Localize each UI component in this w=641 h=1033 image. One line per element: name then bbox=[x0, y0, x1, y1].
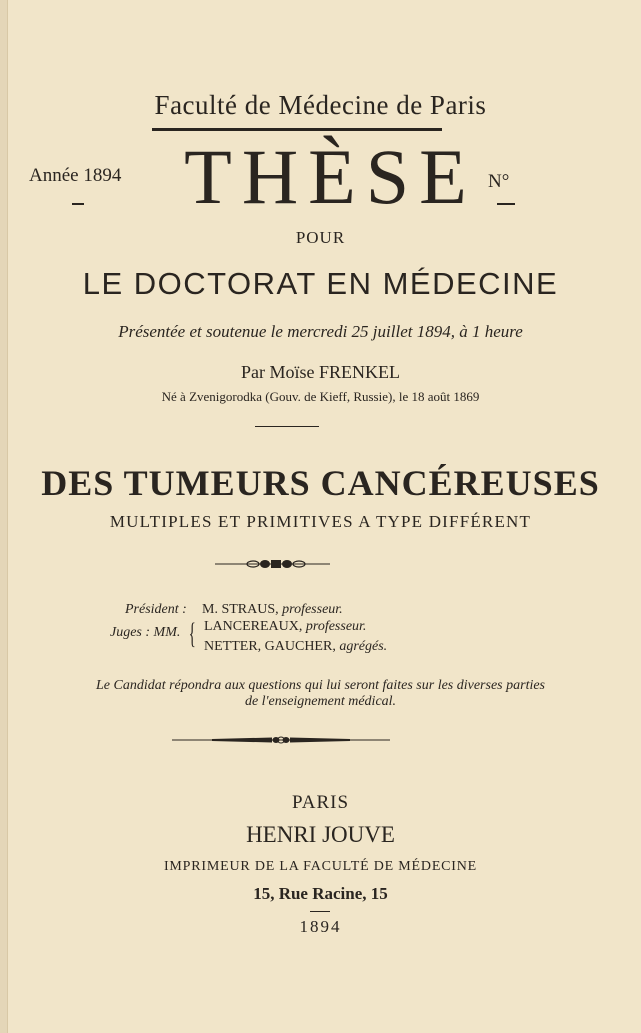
publisher-city: PARIS bbox=[291, 792, 350, 813]
number-dash bbox=[497, 203, 515, 205]
ornament-divider-icon bbox=[215, 557, 330, 571]
president-role: professeur. bbox=[282, 602, 343, 617]
number-label: N° bbox=[488, 171, 510, 192]
thesis-title: DES TUMEURS CANCÉREUSES bbox=[41, 463, 600, 503]
president-name: M. STRAUS, bbox=[202, 602, 279, 617]
judges-label: Juges : MM. bbox=[110, 625, 181, 640]
author-birth: Né à Zvenigorodka (Gouv. de Kieff, Russie), le 18 août 1869 bbox=[161, 389, 480, 404]
president-label: Président : bbox=[125, 602, 187, 617]
judge-line-2-role: agrégés. bbox=[339, 639, 388, 654]
candidate-note bbox=[0, 678, 641, 710]
ornament-rule-icon bbox=[172, 735, 390, 745]
faculty-name: Faculté de Médecine de Paris bbox=[154, 90, 487, 120]
president-entry bbox=[202, 602, 343, 618]
degree-title: LE DOCTORAT EN MÉDECINE bbox=[82, 266, 559, 301]
judge-line-2 bbox=[204, 639, 387, 655]
defense-date: Présentée et soutenue le mercredi 25 juillet 1894, à 1 heure bbox=[118, 322, 523, 341]
publisher-role: IMPRIMEUR DE LA FACULTÉ DE MÉDECINE bbox=[163, 859, 478, 874]
candidate-note-line-1: Le Candidat répondra aux questions qui lui seront faites sur les diverses parties bbox=[95, 678, 546, 693]
section-rule bbox=[255, 426, 319, 427]
judge-line-1-role: professeur. bbox=[305, 619, 367, 634]
brace-icon: { bbox=[188, 617, 196, 650]
judge-line-1 bbox=[204, 619, 366, 635]
candidate-note-line-2: de l'enseignement médical. bbox=[244, 694, 397, 709]
year-rule bbox=[310, 911, 330, 912]
publisher-address: 15, Rue Racine, 15 bbox=[253, 884, 388, 903]
author-byline: Par Moïse FRENKEL bbox=[241, 362, 400, 382]
judge-line-1-names: LANCEREAUX, bbox=[204, 619, 303, 634]
pour-label: POUR bbox=[295, 228, 346, 247]
publisher-name: HENRI JOUVE bbox=[246, 822, 395, 847]
year-label: Année 1894 bbox=[29, 165, 122, 186]
publication-year: 1894 bbox=[299, 917, 342, 936]
header-rule bbox=[152, 128, 442, 131]
judge-line-2-names: NETTER, GAUCHER, bbox=[204, 639, 336, 654]
thesis-subtitle: MULTIPLES ET PRIMITIVES A TYPE DIFFÉRENT bbox=[109, 512, 532, 531]
these-title: THÈSE bbox=[184, 133, 477, 220]
